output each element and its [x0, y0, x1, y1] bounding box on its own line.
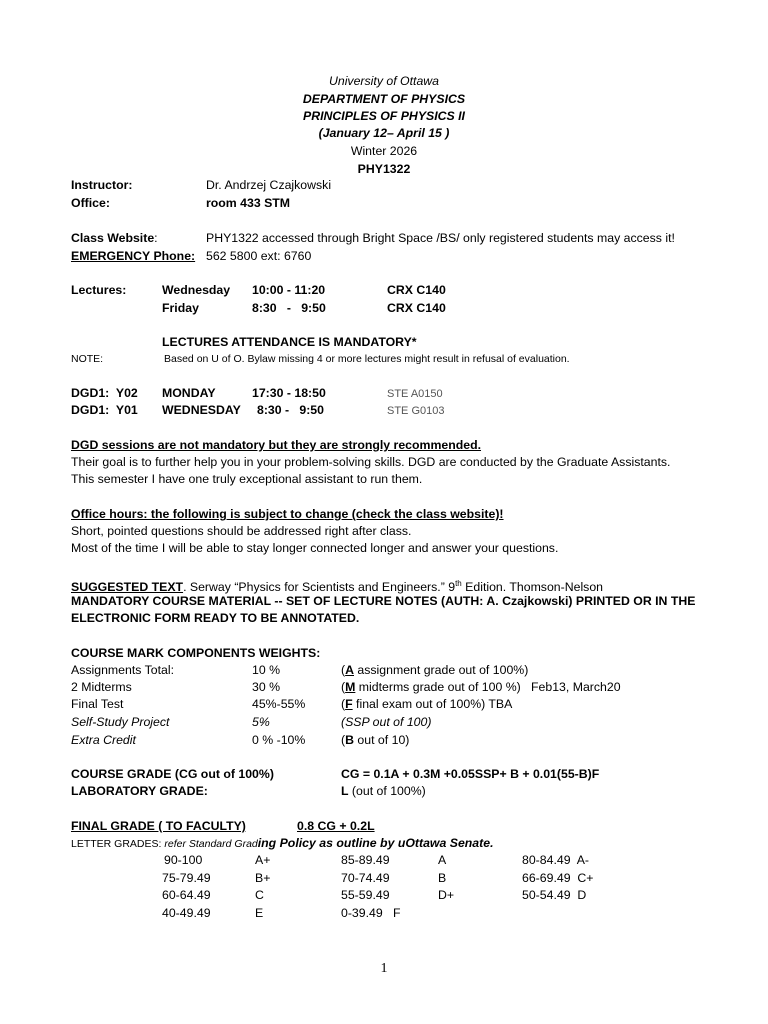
weight-letter: A	[345, 663, 354, 677]
lectures-label: Lectures:	[71, 283, 127, 297]
weight-name: Assignments Total:	[71, 663, 174, 677]
suggested-text-label: SUGGESTED TEXT	[71, 580, 184, 595]
weight-letter: F	[345, 697, 353, 711]
weight-name: Extra Credit	[71, 733, 136, 747]
lab-grade-letter: L	[341, 784, 349, 798]
website-label: Class Website	[71, 231, 155, 245]
grade-letter: E	[255, 906, 264, 920]
dgd-group: DGD1: Y02	[71, 386, 138, 400]
weight-text: final exam out of 100%) TBA	[352, 697, 513, 711]
page-number: 1	[380, 961, 388, 976]
final-grade-label: FINAL GRADE ( TO FACULTY)	[71, 819, 246, 833]
office-label: Office:	[71, 196, 110, 210]
dgd-text-1: Their goal is to further help you in your problem-solving skills. DGD are conducted by the Graduate Assistants.	[71, 455, 671, 469]
course-code: PHY1322	[357, 162, 411, 176]
emergency-value: 562 5800 ext: 6760	[206, 249, 312, 263]
dgd-room: STE A0150	[387, 388, 443, 400]
suggested-text-edition: Edition. Thomson-Nelson	[461, 580, 604, 595]
dgd-heading: DGD sessions are not mandatory but they are strongly recommended.	[71, 438, 482, 452]
office-value: room 433 STM	[206, 196, 291, 210]
course-grade-formula: CG = 0.1A + 0.3M +0.05SSP+ B + 0.01(55-B)F	[341, 767, 600, 781]
weight-desc: (SSP out of 100)	[341, 715, 432, 729]
weight-open: (	[341, 733, 346, 747]
course-name: PRINCIPLES OF PHYSICS II	[303, 109, 465, 123]
course-grade-label: COURSE GRADE (CG out of 100%)	[71, 767, 274, 781]
website-colon: :	[154, 231, 158, 245]
weights-heading: COURSE MARK COMPONENTS WEIGHTS:	[71, 646, 321, 660]
suggested-text-book: . Serway “Physics for Scientists and Engineers.” 9	[183, 580, 456, 595]
dgd-day: MONDAY	[162, 386, 216, 400]
final-grade-formula: 0.8 CG + 0.2L	[297, 819, 375, 833]
department-title: DEPARTMENT OF PHYSICS	[302, 92, 466, 106]
website-label-line	[71, 231, 158, 246]
weight-name: 2 Midterms	[71, 680, 132, 694]
lab-grade-desc	[341, 784, 426, 799]
weight-text: assignment grade out of 100%)	[354, 663, 529, 677]
instructor-label: Instructor:	[71, 178, 133, 192]
weight-desc	[341, 680, 621, 695]
weight-pct: 0 % -10%	[252, 733, 306, 747]
grade-range: 85-89.49	[341, 853, 390, 867]
lecture-room: CRX C140	[387, 301, 446, 315]
website-value: PHY1322 accessed through Bright Space /BS/ only registered students may access it!	[206, 231, 675, 245]
weight-text: midterms grade out of 100 %) Feb13, March20	[355, 680, 621, 694]
lecture-time: 10:00 - 11:20	[252, 283, 326, 297]
weight-pct: 45%-55%	[252, 697, 306, 711]
lecture-day: Friday	[162, 301, 199, 315]
weight-open: (	[341, 680, 346, 694]
course-dates: (January 12– April 15 )	[318, 126, 450, 140]
weight-desc	[341, 697, 512, 712]
letter-grades-line	[71, 836, 494, 852]
weight-open: (	[341, 663, 346, 677]
university-name: University of Ottawa	[328, 74, 440, 88]
grade-letter: A+	[255, 853, 271, 867]
lecture-room: CRX C140	[387, 283, 446, 297]
dgd-group: DGD1: Y01	[71, 403, 138, 417]
grade-range: 66-69.49 C+	[522, 871, 594, 885]
lecture-day: Wednesday	[162, 283, 231, 297]
instructor-value: Dr. Andrzej Czajkowski	[206, 178, 332, 192]
weight-name: Self-Study Project	[71, 715, 170, 729]
weight-open: (	[341, 697, 346, 711]
dgd-time: 8:30 - 9:50	[257, 403, 324, 417]
grade-range: 70-74.49	[341, 871, 390, 885]
grade-range: 40-49.49	[162, 906, 211, 920]
dgd-text-2: This semester I have one truly exceptional assistant to run them.	[71, 472, 423, 486]
grade-range: 55-59.49	[341, 888, 390, 902]
emergency-label: EMERGENCY Phone:	[71, 249, 196, 263]
weight-pct: 30 %	[252, 680, 281, 694]
grade-letter: B	[438, 871, 447, 885]
grade-range: 80-84.49 A-	[522, 853, 589, 867]
grade-range: 0-39.49 F	[341, 906, 401, 920]
course-term: Winter 2026	[350, 144, 418, 158]
grade-range: 90-100	[164, 853, 203, 867]
mandatory-material-2: ELECTRONIC FORM READY TO BE ANNOTATED.	[71, 611, 360, 625]
weight-name: Final Test	[71, 697, 124, 711]
lab-grade-label: LABORATORY GRADE:	[71, 784, 208, 798]
dgd-day: WEDNESDAY	[162, 403, 241, 417]
office-hours-text-1: Short, pointed questions should be addressed right after class.	[71, 524, 412, 538]
dgd-room: STE G0103	[387, 405, 445, 417]
letter-grades-ref: refer Standard Grad	[164, 838, 258, 850]
weight-desc	[341, 663, 528, 678]
suggested-text-line	[71, 576, 603, 595]
office-hours-heading: Office hours: the following is subject to change (check the class website)!	[71, 507, 504, 521]
grade-letter: C	[255, 888, 264, 902]
grade-range: 75-79.49	[162, 871, 211, 885]
weight-text: out of 10)	[354, 733, 410, 747]
lecture-time: 8:30 - 9:50	[252, 301, 326, 315]
attendance-notice: LECTURES ATTENDANCE IS MANDATORY*	[162, 335, 417, 349]
weight-letter: M	[345, 680, 356, 694]
grade-range: 50-54.49 D	[522, 888, 587, 902]
lab-grade-text: (out of 100%)	[348, 784, 426, 798]
grade-letter: D+	[438, 888, 455, 902]
weight-desc	[341, 733, 409, 748]
grade-letter: A	[438, 853, 447, 867]
grade-letter: B+	[255, 871, 271, 885]
letter-grades-label: LETTER GRADES:	[71, 838, 165, 850]
grade-range: 60-64.49	[162, 888, 211, 902]
note-label: NOTE:	[71, 353, 104, 365]
weight-pct: 5%	[252, 715, 270, 729]
weight-pct: 10 %	[252, 663, 281, 677]
letter-grades-policy: ing Policy as outline by uOttawa Senate.	[257, 836, 494, 850]
suggested-text-sup: th	[455, 579, 462, 588]
office-hours-text-2: Most of the time I will be able to stay longer connected longer and answer your questions.	[71, 541, 559, 555]
note-text: Based on U of O. Bylaw missing 4 or more lectures might result in refusal of evaluation.	[164, 353, 570, 365]
dgd-time: 17:30 - 18:50	[252, 386, 326, 400]
mandatory-material-1: MANDATORY COURSE MATERIAL -- SET OF LECTURE NOTES (AUTH: A. Czajkowski) PRINTED OR IN THE	[71, 594, 696, 608]
weight-letter: B	[345, 733, 354, 747]
